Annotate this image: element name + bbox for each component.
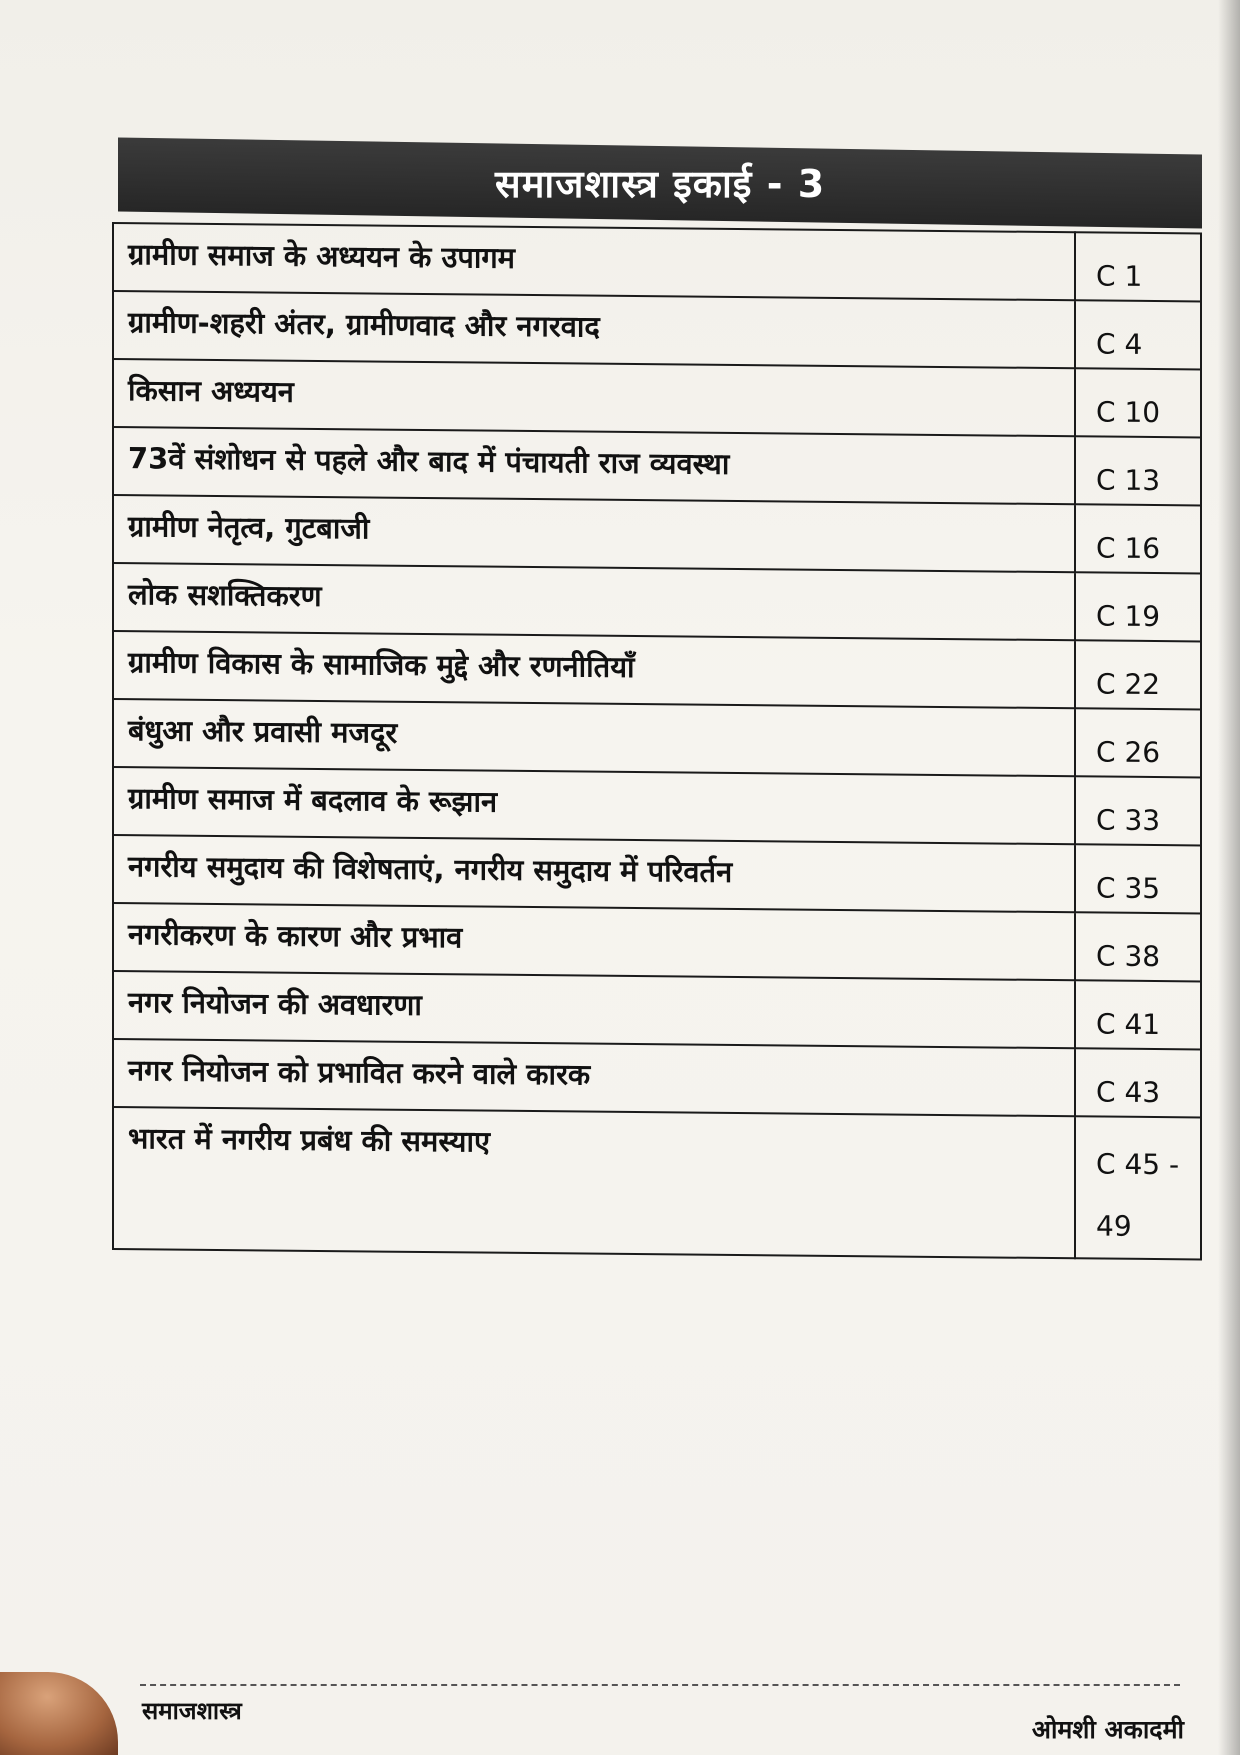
topic-cell: भारत में नगरीय प्रबंध की समस्याए <box>113 1107 1075 1258</box>
page-ref-cell: C 13 <box>1075 436 1201 505</box>
table-row <box>113 291 1201 369</box>
page-ref-cell: C 1 <box>1075 232 1201 301</box>
page-ref-cell: C 33 <box>1075 776 1201 845</box>
page-ref-cell: C 16 <box>1075 504 1201 573</box>
topic-cell: किसान अध्ययन <box>113 359 1075 436</box>
table-row <box>113 223 1201 301</box>
topic-cell: नगर नियोजन की अवधारणा <box>113 971 1075 1048</box>
topic-cell: नगरीकरण के कारण और प्रभाव <box>113 903 1075 980</box>
page-ref-cell: C 35 <box>1075 844 1201 913</box>
table-row <box>113 699 1201 777</box>
topic-cell: लोक सशक्तिकरण <box>113 563 1075 640</box>
page-ref-cell: C 38 <box>1075 912 1201 981</box>
contents-table <box>112 222 1202 1260</box>
topic-cell: नगर नियोजन को प्रभावित करने वाले कारक <box>113 1039 1075 1116</box>
unit-header <box>118 137 1202 228</box>
table-row <box>113 631 1201 709</box>
thumb-photo-artifact <box>0 1672 118 1755</box>
table-row <box>113 971 1201 1049</box>
table-row <box>113 495 1201 573</box>
topic-cell: 73वें संशोधन से पहले और बाद में पंचायती राज व्यवस्था <box>113 427 1075 504</box>
page-ref-cell: C 43 <box>1075 1048 1201 1117</box>
table-row <box>113 1107 1201 1259</box>
page-ref-cell: C 4 <box>1075 300 1201 369</box>
table-row <box>113 563 1201 641</box>
topic-cell: ग्रामीण समाज में बदलाव के रूझान <box>113 767 1075 844</box>
unit-title: समाजशास्त्र इकाई - 3 <box>494 161 826 206</box>
footer-publisher: ओमशी अकादमी <box>1031 1715 1184 1744</box>
topic-cell: ग्रामीण-शहरी अंतर, ग्रामीणवाद और नगरवाद <box>113 291 1075 368</box>
table-row <box>113 903 1201 981</box>
table-row <box>113 835 1201 913</box>
table-row <box>113 427 1201 505</box>
page-ref-cell: C 22 <box>1075 640 1201 709</box>
page-ref-cell: C 10 <box>1075 368 1201 437</box>
topic-cell: नगरीय समुदाय की विशेषताएं, नगरीय समुदाय में परिवर्तन <box>113 835 1075 912</box>
table-row <box>113 359 1201 437</box>
page-ref-cell: C 45 - 49 <box>1075 1116 1201 1259</box>
topic-cell: ग्रामीण विकास के सामाजिक मुद्दे और रणनीतियाँ <box>113 631 1075 708</box>
page-edge-shadow <box>1218 0 1240 1755</box>
table-row <box>113 1039 1201 1117</box>
topic-cell: ग्रामीण समाज के अध्ययन के उपागम <box>113 223 1075 300</box>
table-row <box>113 767 1201 845</box>
footer-divider <box>140 1684 1180 1686</box>
topic-cell: ग्रामीण नेतृत्व, गुटबाजी <box>113 495 1075 572</box>
footer-subject: समाजशास्त्र <box>142 1697 242 1725</box>
page-ref-cell: C 41 <box>1075 980 1201 1049</box>
topic-cell: बंधुआ और प्रवासी मजदूर <box>113 699 1075 776</box>
page-ref-cell: C 19 <box>1075 572 1201 641</box>
page-ref-cell: C 26 <box>1075 708 1201 777</box>
